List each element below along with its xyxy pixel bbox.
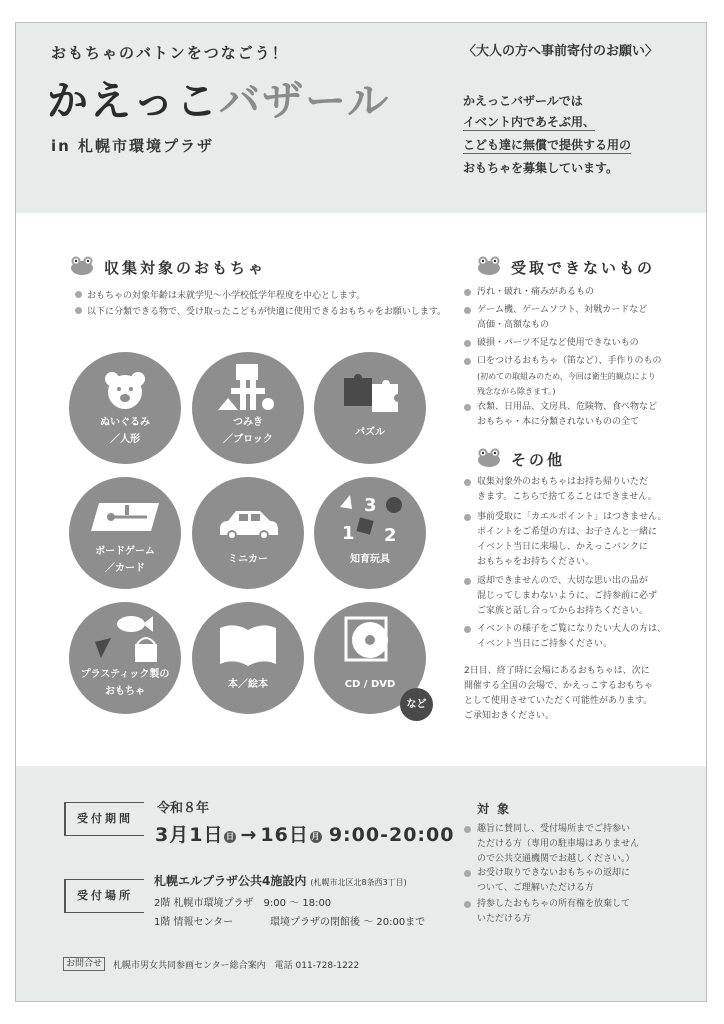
- request-line: おもちゃを募集しています。: [463, 161, 619, 175]
- puzzle-icon: [340, 374, 402, 414]
- board-game-icon: [87, 499, 163, 535]
- event-subtitle: in 札幌市環境プラザ: [51, 137, 215, 155]
- request-title: 〈大人の方へ事前寄付のお願い〉: [463, 44, 659, 59]
- contact-label: お問合せ: [63, 957, 105, 971]
- rejected-title: 受取できないもの: [511, 259, 656, 277]
- rejected-item: 破損・パーツ不足など使用できないもの: [464, 336, 676, 351]
- rejected-item: 衣類、日用品、文房具、危険物、食べ物など おもちゃ・本に分類されないものの全て: [464, 400, 676, 430]
- event-title: [47, 68, 390, 127]
- other-item: 収集対象外のおもちゃはお持ち帰りいただ きます。こちらで捨てることはできません。: [464, 475, 676, 505]
- place-label: 受付場所: [64, 879, 144, 913]
- category-puzzle: パズル: [314, 352, 426, 464]
- venue: 札幌エルプラザ公共4施設内 (札幌市北区北8条西3丁目): [154, 874, 407, 888]
- request-line-underlined: イベント内であそぶ用、: [463, 115, 596, 129]
- rejected-item: ゲーム機、ゲームソフト、対戦カードなど 高価・高額なもの: [464, 303, 676, 333]
- rejected-item: 口をつけるおもちゃ（笛など）、手作りのもの (初めての取組みのため、今回は衛生的観点により 残念ながら除きます。): [464, 354, 676, 399]
- request-line: [463, 136, 631, 153]
- floor1-note: 環境プラザの閉館後 〜 20:00まで: [270, 917, 426, 928]
- collection-note: おもちゃの対象年齢は未就学児〜小学校低学年程度を中心とします。: [75, 290, 365, 302]
- other-closing: 2日目、終了時に会場にあるおもちゃは、次に 開催する全国の会場で、かえっこするおもちゃ として使用させていただく可能性があります。 ご承知おきください。: [464, 666, 653, 721]
- category-educational: 3 1 2 知育玩具: [314, 477, 426, 589]
- tagline: おもちゃのバトンをつなごう！: [51, 44, 289, 62]
- svg-text:3: 3: [364, 495, 377, 516]
- other-item: 返却できませんので、大切な思い出の品が 混じってしまわないように、ご持参前に必ず ご家族と話し合ってからお持ちください。: [464, 574, 676, 619]
- target-item: 趣旨に賛同し、受付場所までご持参い ただける方（専用の駐車場はありません ので公共交通機関でお越しください。）: [464, 822, 676, 867]
- contact-info: 札幌市男女共同参画センター総合案内 電話 011-728-1222: [113, 961, 360, 971]
- period-dates: 3月1日 日 → 16日 月 9:00-20:00: [155, 824, 455, 846]
- title-part-a: かえっこ: [47, 77, 219, 125]
- other-item: イベントの様子をご覧になりたい大人の方は、 イベント当日にご持参ください。: [464, 622, 676, 652]
- category-plastic: プラスティック製の おもちゃ: [69, 602, 181, 714]
- collection-note: 以下に分類できる物で、受け取ったこどもが快適に使用できるおもちゃをお願いします。: [75, 306, 446, 318]
- frog-icon: [477, 448, 501, 467]
- svg-text:1: 1: [342, 523, 355, 544]
- start-day-badge: 日: [225, 832, 235, 841]
- category-books: 本／絵本: [192, 602, 304, 714]
- end-day-badge: 月: [311, 832, 321, 841]
- target-item: 持参したおもちゃの所有権を放棄して いただける方: [464, 897, 676, 927]
- category-board-game: ボードゲーム ／カード: [69, 477, 181, 589]
- request-line: かえっこバザールでは: [463, 94, 583, 108]
- other-item: 事前受取に「カエルポイント」はつきません。 ポイントをご希望の方は、お子さんと一緒に イベント当日に来場し、かえっこバンクに おもちゃをお持ちください。: [464, 510, 676, 570]
- frog-icon: [477, 256, 501, 275]
- target-title: 対 象: [477, 802, 512, 816]
- request-line-underlined: こども達に無償で提供する用の: [463, 138, 632, 152]
- floor1: 1階 情報センター: [154, 917, 234, 928]
- svg-text:2: 2: [384, 525, 397, 545]
- category-minicar: ミニカー: [192, 477, 304, 589]
- book-icon: [216, 622, 280, 668]
- title-part-b: バザール: [219, 77, 391, 125]
- era: 令和８年: [157, 801, 210, 816]
- request-line: [463, 113, 595, 130]
- category-cd-dvd: CD / DVD: [314, 602, 426, 714]
- educational-toy-icon: [336, 491, 406, 545]
- frog-icon: [70, 256, 94, 275]
- bear-icon: [103, 370, 147, 410]
- category-plush: ぬいぐるみ ／人形: [69, 352, 181, 464]
- floor2: 2階 札幌市環境プラザ 9:00 〜 18:00: [154, 898, 332, 909]
- plastic-toy-icon: [91, 612, 163, 664]
- target-item: お受け取りできないおもちゃの返却に ついて、ご理解いただける方: [464, 866, 676, 896]
- blocks-icon: [214, 362, 282, 412]
- car-icon: [216, 507, 280, 541]
- rejected-item: 汚れ・破れ・痛みがあるもの: [464, 285, 676, 300]
- collection-title: 収集対象のおもちゃ: [104, 259, 267, 277]
- other-title: その他: [511, 451, 566, 469]
- etc-badge: など: [400, 688, 433, 721]
- period-label: 受付期間: [64, 802, 144, 836]
- disc-icon: [344, 616, 396, 664]
- category-blocks: つみき ／ブロック: [192, 352, 304, 464]
